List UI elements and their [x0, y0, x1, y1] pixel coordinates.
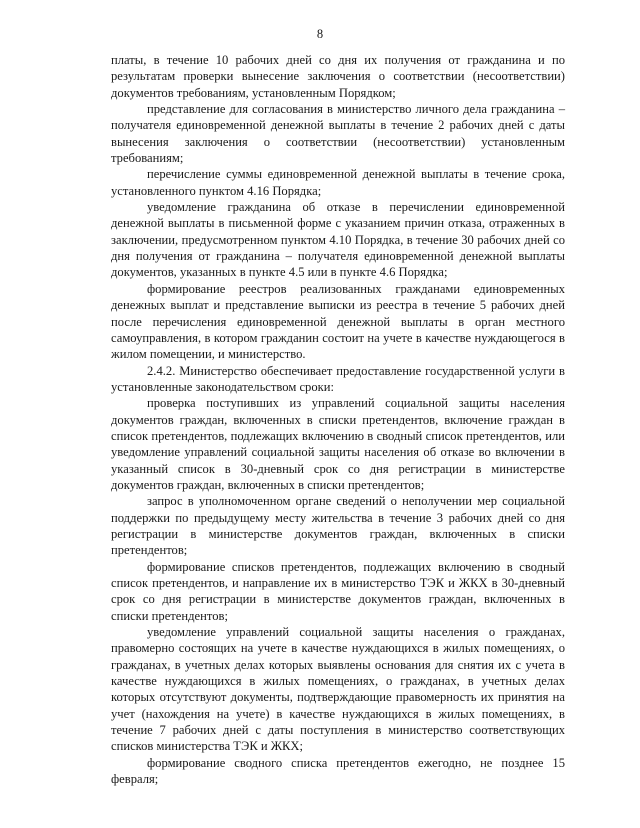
document-body — [111, 52, 565, 787]
paragraph-2: представление для согласования в министерство личного дела гражданина – получателя единовременной денежной выплаты в течение 2 рабочих дней с даты вынесения заключения о соответствии (несоответствии) установленным требованиям; — [111, 102, 565, 166]
paragraph-9: формирование списков претендентов, подлежащих включению в сводный список претендентов, и направление их в министерство ТЭК и ЖКХ в 30-дневный срок со дня регистрации в министерстве документов граждан, включенных в списки претендентов; — [111, 559, 565, 623]
page-number: 8 — [316, 27, 324, 41]
paragraph-11: формирование сводного списка претендентов ежегодно, не позднее 15 февраля; — [111, 755, 565, 787]
paragraph-1: платы, в течение 10 рабочих дней со дня их получения от гражданина и по результатам проверки вынесение заключения о соответствии (несоответствии) документов требованиям, установленным Порядком; — [111, 53, 565, 100]
paragraph-7: проверка поступивших из управлений социальной защиты населения документов граждан, включенных в списки претендентов, включение граждан в список претендентов, подлежащих включению в сводный список претендентов, или уведомление управлений социальной защиты населения об отказе во включении в указанный список в 30-дневный срок со дня регистрации в министерстве документов граждан, включенных в списки претендентов; — [111, 396, 565, 492]
paragraph-3: перечисление суммы единовременной денежной выплаты в течение срока, установленного пунктом 4.16 Порядка; — [111, 167, 565, 198]
paragraph-4: уведомление гражданина об отказе в перечислении единовременной денежной выплаты в письменной форме с указанием причин отказа, отраженных в заключении, предусмотренном пунктом 4.10 Порядка, в течение 30 рабочих дней со дня получения от гражданина – получателя единовременной денежной выплаты документов, указанных в пункте 4.5 или в пункте 4.6 Порядка; — [111, 200, 565, 280]
paragraph-6: 2.4.2. Министерство обеспечивает предоставление государственной услуги в установленные законодательством сроки: — [111, 363, 565, 394]
paragraph-8: запрос в уполномоченном органе сведений о неполучении мер социальной поддержки по предыдущему месту жительства в течение 3 рабочих дней со дня регистрации в министерстве документов граждан, включенных в списки претендентов; — [111, 494, 565, 558]
paragraph-10: уведомление управлений социальной защиты населения о гражданах, правомерно состоящих на учете в качестве нуждающихся в жилых помещениях, о гражданах, в учетных делах которых выявлены основания для снятия их с учета в качестве нуждающихся в жилых помещениях, о гражданах, в учетных делах которых отсутствуют документы, подтверждающие правомерность их принятия на учет (нахождения на учете) в качестве нуждающихся в жилых помещениях, в течение 7 рабочих дней с даты поступления в министерство соответствующих списков министерства ТЭК и ЖКХ; — [111, 625, 565, 754]
paragraph-5: формирование реестров реализованных гражданами единовременных денежных выплат и представление выписки из реестра в течение 5 рабочих дней после перечисления единовременной денежной выплаты в орган местного самоуправления, в котором гражданин состоит на учете в качестве нуждающегося в жилом помещении, и министерство. — [111, 281, 565, 362]
